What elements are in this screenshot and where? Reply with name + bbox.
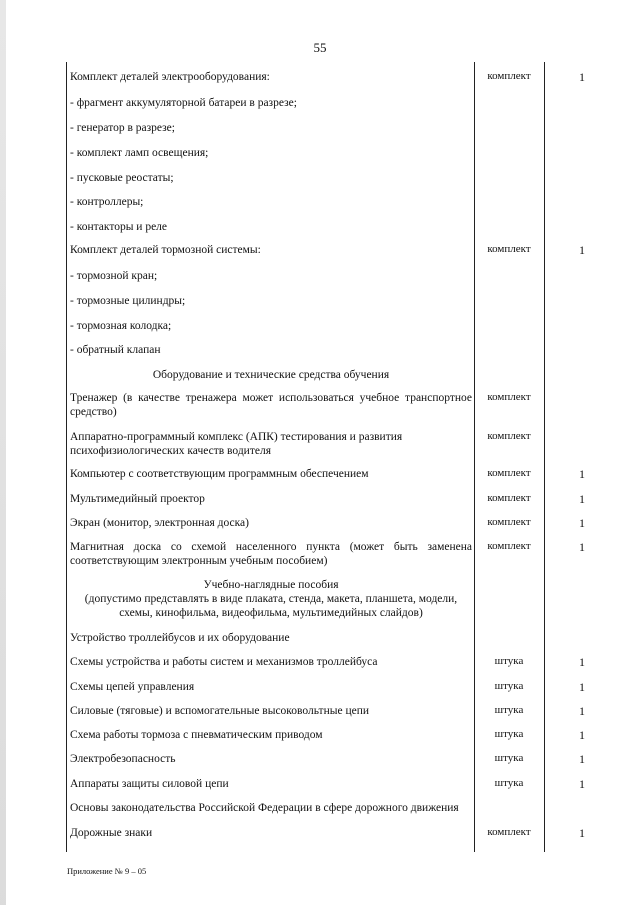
item-qty: 1 xyxy=(579,728,585,742)
item-name: Электробезопасность xyxy=(70,753,176,765)
item-name: - генератор в разрезе; xyxy=(70,122,175,134)
item-name: Экран (монитор, электронная доска) xyxy=(70,517,249,529)
item-name: - тормозные цилиндры; xyxy=(70,295,186,307)
item-name: - контроллеры; xyxy=(70,196,144,208)
item-qty: 1 xyxy=(579,752,585,766)
item-name: Аппараты защиты силовой цепи xyxy=(70,778,229,790)
item-name: Схемы устройства и работы систем и механизмов троллейбуса xyxy=(70,656,378,668)
item-unit: комплект xyxy=(487,391,531,403)
item-name: Тренажер (в качестве тренажера может использоваться учебное транспортное средство) xyxy=(70,392,472,418)
item-unit: комплект xyxy=(487,430,531,442)
item-unit: штука xyxy=(494,728,524,740)
item-name: Комплект деталей электрооборудования: xyxy=(70,71,270,83)
item-unit: комплект xyxy=(487,467,531,479)
subsection-heading: Основы законодательства Российской Федерации в сфере дорожного движения xyxy=(70,802,459,814)
item-name: - пусковые реостаты; xyxy=(70,172,174,184)
item-qty: 1 xyxy=(579,243,585,257)
item-unit: комплект xyxy=(487,243,531,255)
item-qty: 1 xyxy=(579,540,585,554)
item-unit: штука xyxy=(494,777,524,789)
item-name: - комплект ламп освещения; xyxy=(70,147,209,159)
item-qty: 1 xyxy=(579,70,585,84)
footer-annex: Приложение № 9 – 05 xyxy=(67,866,147,876)
table-border-col2 xyxy=(474,62,475,852)
item-unit: комплект xyxy=(487,70,531,82)
item-name: Магнитная доска со схемой населенного пункта (может быть заменена соответствующим электронным учебным пособием) xyxy=(70,541,472,567)
item-qty: 1 xyxy=(579,777,585,791)
item-qty: 1 xyxy=(579,680,585,694)
item-qty: 1 xyxy=(579,467,585,481)
section-heading: Оборудование и технические средства обучения xyxy=(152,369,390,381)
table-border-left xyxy=(66,62,67,852)
item-unit: штука xyxy=(494,655,524,667)
item-name: - контакторы и реле xyxy=(70,221,168,233)
item-name: Компьютер с соответствующим программным обеспечением xyxy=(70,468,369,480)
page-number: 55 xyxy=(313,40,327,55)
item-name: Комплект деталей тормозной системы: xyxy=(70,244,261,256)
item-name: Дорожные знаки xyxy=(70,827,153,839)
item-qty: 1 xyxy=(579,516,585,530)
item-name: - обратный клапан xyxy=(70,344,161,356)
item-unit: штука xyxy=(494,680,524,692)
item-name: Аппаратно-программный комплекс (АПК) тестирования и развития психофизиологических качеств водителя xyxy=(70,431,403,457)
item-qty: 1 xyxy=(579,492,585,506)
item-name: - тормозная колодка; xyxy=(70,320,172,332)
item-unit: штука xyxy=(494,704,524,716)
item-qty: 1 xyxy=(579,826,585,840)
item-unit: комплект xyxy=(487,492,531,504)
item-name: Мультимедийный проектор xyxy=(70,493,205,505)
item-name: Силовые (тяговые) и вспомогательные высоковольтные цепи xyxy=(70,705,370,717)
item-name: Схема работы тормоза с пневматическим приводом xyxy=(70,729,323,741)
item-name: Схемы цепей управления xyxy=(70,681,195,693)
item-unit: комплект xyxy=(487,516,531,528)
item-name: - фрагмент аккумуляторной батареи в разрезе; xyxy=(70,97,297,109)
item-name: - тормозной кран; xyxy=(70,270,158,282)
scan-edge xyxy=(0,0,6,905)
item-unit: комплект xyxy=(487,540,531,552)
item-unit: штука xyxy=(494,752,524,764)
section-heading: Учебно-наглядные пособия (допустимо представлять в виде плаката, стенда, макета, планшета, модели, схемы, кинофильма, видеофильма, мультимедийных слайдов) xyxy=(84,579,458,619)
item-qty: 1 xyxy=(579,655,585,669)
item-unit: комплект xyxy=(487,826,531,838)
subsection-heading: Устройство троллейбусов и их оборудование xyxy=(70,632,290,644)
item-qty: 1 xyxy=(579,704,585,718)
